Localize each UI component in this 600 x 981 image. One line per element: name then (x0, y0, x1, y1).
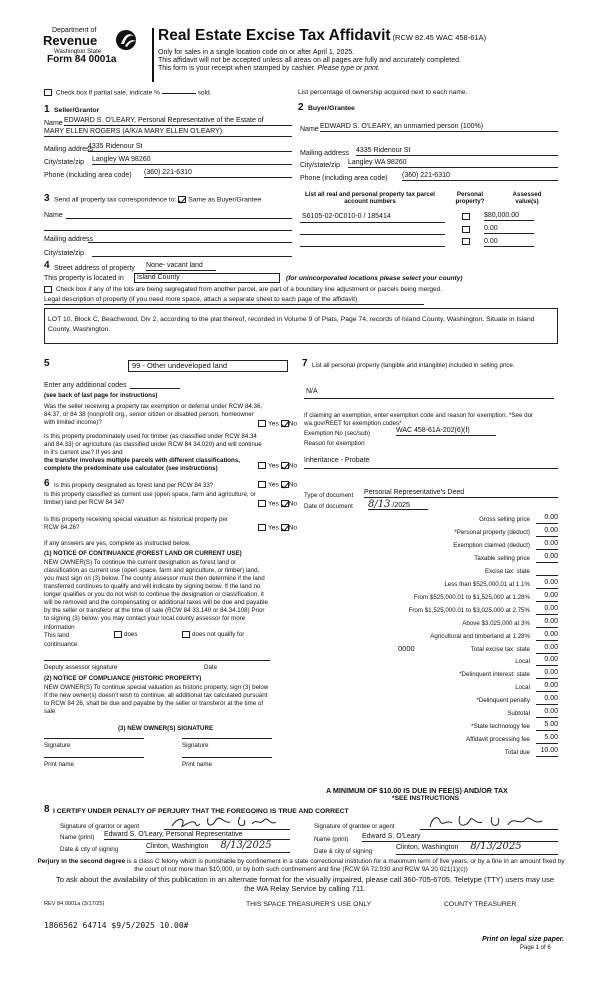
does-not-checkbox[interactable] (182, 631, 190, 638)
new-owner-signature-title: (3) NEW OWNER(S) SIGNATURE (118, 725, 214, 732)
corr-address-label: Mailing address (44, 236, 94, 243)
tax-row-value[interactable]: 0.00 (536, 682, 558, 692)
grantor-print-field[interactable]: Edward S. O'Leary, Personal Representative (104, 831, 290, 840)
exemption-yes-label: Yes (268, 420, 279, 428)
if-yes-note: If any answers are yes, complete as instructed below. (44, 540, 191, 547)
tax-row-value[interactable]: 0.00 (536, 527, 558, 537)
dept-of-text: Department of (52, 27, 97, 34)
additional-codes-field[interactable] (130, 388, 180, 389)
grantee-signature-label: Signature of grantee or agent (314, 823, 395, 830)
tax-row-value[interactable]: 0.00 (536, 592, 558, 602)
current-use-question: Is this property classified as current use (open space, farm and agriculture, or timber) land per RCW 84 34? (44, 491, 256, 506)
perjury-notice (36, 858, 566, 873)
timber-yes-no (258, 462, 297, 470)
owner-print-line-2[interactable] (182, 757, 272, 758)
street-address-label: Street address of property (54, 265, 135, 272)
county-select[interactable]: Island County (134, 273, 280, 283)
county-label: This property is located in (44, 275, 124, 282)
does-label: does (124, 631, 138, 639)
grantee-signature-field[interactable] (420, 813, 558, 830)
does-checkbox[interactable] (114, 631, 122, 638)
historic-question: Is this property receiving special valuation as historical property per RCW 84.26? (44, 516, 228, 531)
buyer-phone-field[interactable]: (360) 221-6310 (402, 172, 558, 181)
owner-signature-label-1: Signature (44, 742, 71, 749)
seller-city-label: City/state/zip (44, 159, 85, 166)
exemption-reason-label: Reason for exemption (304, 440, 365, 447)
grantee-print-field[interactable]: Edward S. O'Leary (362, 833, 558, 842)
certify-statement: I CERTIFY UNDER PENALTY OF PERJURY THAT THE FOREGOING IS TRUE AND CORRECT (53, 808, 349, 815)
local-code: 0000 (398, 644, 415, 653)
document-type-label: Type of document (304, 492, 354, 499)
exemption-instructions: If claiming an exemption, enter exemption code and reason for exemption. *See dor wa.gov/REET for exemption codes* (304, 412, 534, 428)
assessed-value-2[interactable]: 0.00 (484, 225, 534, 234)
grantor-date-hand: 8/13/2025 (220, 840, 272, 851)
section-2-number: 2 (298, 102, 304, 113)
tax-row-label: From $1,525,000.01 to $3,025,000 at 2.75% (408, 607, 530, 614)
street-address-field[interactable]: None- vacant land (146, 262, 216, 271)
tax-row-value[interactable]: 0.00 (536, 644, 558, 654)
document-date-hand: 8/13 (368, 499, 391, 510)
seller-address-field[interactable]: 4335 Ridenour St (88, 143, 292, 152)
ownership-note: List percentage of ownership acquired next to each name. (298, 89, 468, 96)
personal-property-value[interactable]: N/A (306, 388, 318, 395)
tax-row-value[interactable]: 5.00 (536, 721, 558, 731)
deputy-signature-label: Deputy assessor signature (44, 664, 118, 671)
tax-row-value[interactable] (536, 566, 558, 576)
document-type-field[interactable]: Personal Representative's Deed (364, 489, 558, 498)
notice-compliance-title: (2) NOTICE OF COMPLIANCE (HISTORIC PROPERTY) (44, 675, 202, 682)
county-note: (for unincorporated locations please select your county) (286, 275, 463, 282)
section-6-number: 6 (44, 478, 50, 489)
see-back-note: (see back of last page for instructions) (44, 392, 158, 399)
timber-question-bold: the transfer involves multiple parcels with different classifications, complete the predominate use calculator (see instructions) (44, 457, 240, 472)
personal-property-checkbox-2[interactable] (462, 226, 470, 233)
forest-yes-no (258, 481, 297, 489)
tax-row-value[interactable]: 0.00 (536, 695, 558, 705)
page-number: Page 1 of 6 (520, 945, 551, 951)
tax-row-value[interactable]: 0.00 (536, 579, 558, 589)
grantee-signature-image (420, 813, 558, 830)
forest-no-checkbox[interactable] (281, 481, 289, 488)
does-not-option (182, 631, 244, 638)
legal-description-box[interactable]: LOT 10, Block C, Beachwood, Div 2, according to the plat thereof, recorded in Volume 9 of Plats, Page 74, records of Island County, Washington. Situate in Island County, Washington. (44, 308, 558, 344)
tax-row-value[interactable]: 0.00 (536, 669, 558, 679)
partial-sale-sold: sold. (197, 89, 212, 97)
corr-blank-line (44, 230, 292, 231)
current-use-yes-label: Yes (268, 500, 279, 508)
segregated-label: Check box if any of the lots are being segregated from another parcel, are part of a boundary line adjustment or parcels being merged. (55, 286, 443, 294)
grantor-signature-image (164, 814, 290, 830)
historic-no-checkbox[interactable] (281, 524, 289, 531)
perjury-bold: Perjury in the second degree (37, 858, 126, 865)
timber-yes-label: Yes (268, 462, 279, 470)
tax-row-value[interactable]: 0.00 (536, 553, 558, 563)
form-title-rcw: (RCW 82.45 WAC 458-61A) (392, 33, 487, 42)
grantee-print-label: Name (print) (314, 836, 349, 843)
historic-no-label: No (288, 524, 298, 532)
current-use-no-label: No (288, 500, 298, 508)
deputy-signature-line[interactable] (44, 660, 270, 661)
exemption-no-label: No (288, 420, 298, 428)
buyer-city-label: City/state/zip (300, 162, 341, 169)
buyer-name-label: Name (300, 126, 319, 133)
same-as-buyer-label: Same as Buyer/Grantee (188, 196, 262, 204)
notice-continuance-title: (1) NOTICE OF CONTINUANCE (FOREST LAND OR CURRENT USE) (44, 550, 242, 557)
forest-no-label: No (288, 481, 298, 489)
does-not-label: does not qualify for (192, 631, 245, 639)
corr-name-label: Name (44, 212, 63, 219)
parcel-row-1[interactable] (300, 212, 445, 223)
buyer-address-field[interactable]: 4335 Ridenour St (356, 147, 558, 156)
buyer-heading: Buyer/Grantee (308, 105, 355, 112)
segregated-row (44, 286, 442, 294)
seller-name-line1[interactable]: EDWARD S. O'LEARY, Personal Representative of the Estate of (64, 117, 292, 126)
tax-row-label: Subtotal (507, 710, 530, 717)
tax-row-value[interactable]: 0.00 (536, 631, 558, 641)
parcel-number: S6105-02-0C010-0 / 185414 (302, 213, 391, 220)
exemption-yes-no (258, 420, 297, 428)
parcel-row-3[interactable] (300, 236, 445, 247)
personal-col-header: Personal property? (455, 191, 485, 206)
section-5-number: 5 (44, 358, 50, 369)
cashier-stamp: 1866562 64714 $9/5/2025 10.00# (44, 921, 189, 930)
this-land-label: This land (44, 632, 70, 639)
correspondence-label: Send all property tax correspondence to: (54, 196, 177, 204)
grantor-signature-label: Signature of grantor or agent (60, 823, 140, 830)
seller-name-line2[interactable]: MARY ELLEN ROGERS (A/K/A MARY ELLEN O'LEARY) (44, 128, 292, 137)
assessed-value-3[interactable]: 0.00 (484, 238, 534, 247)
tax-row-label: *Delinquent penalty (476, 697, 530, 704)
grantor-date-field[interactable] (146, 840, 290, 853)
form-number: Form 84 0001a (47, 54, 117, 65)
exemption-no-label: Exemption No (sec/sub) (304, 430, 371, 437)
treasurer-space: THIS SPACE TREASURER'S USE ONLY (246, 901, 372, 908)
notice-compliance-body: NEW OWNER(S) To continue special valuation as historic property, sign (3) below If the new owner(s) doesn't wish to continue, all additional tax calculated pursuant to RCW 84 26, shall be due and payable by the seller or transferor at the time of sale (44, 684, 269, 716)
seller-name-label: Name (44, 120, 63, 127)
tax-row-label: From $525,000.01 to $1,525,000 at 1.28% (413, 594, 530, 601)
grantee-date-hand: 8/13/2025 (470, 841, 522, 852)
form-title: Real Estate Excise Tax Affidavit (158, 27, 391, 44)
tax-row-label: Taxable selling price (474, 555, 530, 562)
grantee-city: Clinton, Washington (396, 844, 459, 851)
seller-phone-label: Phone (including area code) (44, 172, 132, 179)
tax-row-value[interactable]: 10.00 (536, 747, 558, 757)
revenue-text: Revenue (43, 33, 98, 48)
tax-row-label: Agricultural and timberland at 1.28% (430, 633, 530, 640)
seller-city-field[interactable]: Langley WA 98260 (92, 156, 292, 165)
section-4-number: 4 (44, 260, 50, 271)
forest-yes-label: Yes (268, 481, 279, 489)
forest-yes-checkbox[interactable] (258, 481, 266, 488)
tax-row-value[interactable]: 5.00 (536, 734, 558, 744)
tax-row-value[interactable]: 0.00 (536, 605, 558, 615)
grantor-signature-field[interactable] (164, 814, 290, 830)
land-use-select[interactable]: 99 - Other undeveloped land (128, 360, 288, 372)
historic-yes-no (258, 524, 297, 532)
deputy-date-label: Date (204, 664, 218, 671)
tax-row-label: Local (515, 658, 530, 665)
tax-row-label: Total due (504, 749, 530, 756)
owner-signature-label-2: Signature (182, 742, 209, 749)
header-note-3-italic: Please type or print. (317, 65, 380, 72)
corr-address-field[interactable] (88, 242, 292, 243)
timber-no-label: No (288, 462, 298, 470)
document-date-label: Date of document (304, 503, 353, 510)
legal-desc-label: Legal description of property (if you need more space, attach a separate sheet to each page of the affidavit) (44, 296, 424, 305)
tax-row-label: Excise tax: state (484, 568, 530, 575)
same-as-buyer-checkbox[interactable] (178, 196, 186, 203)
corr-city-field[interactable] (92, 256, 292, 257)
header-note-2: This affidavit will not be accepted unless all areas on all pages are fully and accurately completed. (158, 57, 461, 64)
personal-property-checkbox-3[interactable] (462, 238, 470, 245)
grantee-date-label: Date & city of signing (314, 848, 373, 855)
document-date-field[interactable] (368, 499, 428, 510)
washington-state-text: Washington State (54, 49, 102, 55)
tax-row-value[interactable]: 0.00 (536, 514, 558, 524)
notice-continuance-body: NEW OWNER(S) To continue the current designation as forest land or classification as current use (open space, farm and agriculture, or timber) land, you must sign on (3) below. The county assessor must then determine if the land transferred continues to qualify and will indicate by signing below. If the land no longer qualifies or you do not wish to continue the designation or classification, it will be removed and the compensating or additional taxes will be due and payable by the seller or transferor at the time of sale (RCW 84 33.140 or 84.34.108) Prior to signing (3) below, you may contact your local county assessor for more information (44, 559, 268, 631)
current-use-yes-no (258, 500, 297, 508)
section-7-number: 7 (302, 358, 308, 369)
header-note-3-text: This form is your receipt when stamped by cashier. (158, 65, 316, 72)
tax-row-value[interactable]: 0.00 (536, 656, 558, 666)
buyer-city-field[interactable]: Langley WA 98260 (348, 159, 558, 168)
partial-sale-checkbox[interactable] (44, 89, 52, 96)
historic-yes-checkbox[interactable] (258, 524, 266, 531)
print-legal-note: Print on legal size paper. (482, 936, 565, 943)
personal-property-checkbox-1[interactable] (462, 213, 470, 220)
header-note-1: Only for sales in a single location code on or after April 1, 2025. (158, 49, 355, 56)
exemption-no-field[interactable]: WAC 458-61A-202(6)(f) (396, 427, 496, 436)
exemption-reason-field[interactable]: Inheritance - Probate (304, 457, 370, 464)
tax-row-label: Less than $525,000.01 at 1.1% (444, 581, 530, 588)
county-treasurer: COUNTY TREASURER (444, 901, 517, 908)
seller-phone-field[interactable]: (360) 221-6310 (144, 169, 292, 178)
forest-question: Is this property designated as forest land per RCW 84 33? (54, 482, 214, 489)
parcel-col-header: List all real and personal property tax parcel account numbers (305, 191, 435, 206)
seller-address-label: Mailing address (44, 146, 94, 153)
correspondence-row (54, 196, 261, 204)
segregated-checkbox[interactable] (44, 286, 52, 293)
see-instructions-note: *SEE INSTRUCTIONS (392, 795, 460, 802)
additional-codes-label: Enter any additional codes (44, 382, 127, 389)
seller-heading: Seller/Grantor (54, 107, 100, 114)
header-divider (152, 28, 154, 82)
revision-number: REV 84 0001a (3/17/25) (44, 901, 105, 907)
buyer-address-label: Mailing address (300, 150, 350, 157)
alt-format-notice: To ask about the availability of this publication in an alternate format for the visually impaired, please call 360-705-6705. Teletype (TTY) users may use the WA Relay Service by calling 711. (55, 875, 555, 893)
assessed-value-1[interactable]: $80,000.00 (484, 212, 534, 221)
assessed-col-header: Assessed value(s) (512, 191, 542, 206)
corr-name-field[interactable] (66, 218, 292, 219)
tax-row-value[interactable]: 0.00 (536, 708, 558, 718)
personal-property-question: List all personal property (tangible and intangible) included in selling price. (312, 362, 515, 369)
grantor-city: Clinton, Washington (146, 843, 209, 850)
tax-row-value[interactable]: 0.00 (536, 618, 558, 628)
grantee-date-field[interactable] (396, 841, 558, 855)
dor-swirl-icon (112, 28, 140, 52)
tax-row-label: *Delinquent interest: state (459, 671, 530, 678)
partial-sale-label: Check box if partial sale, indicate % (55, 89, 160, 97)
section-1-number: 1 (44, 104, 50, 115)
form-title-row (158, 27, 486, 45)
tax-row-label: Exemption claimed (deduct) (453, 542, 530, 549)
document-date-year: /2025 (392, 502, 410, 509)
buyer-phone-label: Phone (including area code) (300, 175, 388, 182)
header-note-3 (158, 65, 380, 73)
owner-signature-line-1[interactable] (44, 738, 144, 739)
does-option (114, 631, 137, 638)
section-8-number: 8 (44, 804, 50, 815)
owner-print-label-1: Print name (44, 761, 74, 768)
timber-question: Is this property predominately used for timber (as classified under RCW 84.34 and 84.33) or agriculture (as classified under RCW 84 34.020) and will continue in it's current use? If yes and (44, 433, 262, 456)
continuance-label: continuance (44, 641, 78, 648)
tax-row-label: Above $3,025,000 at 3% (462, 620, 530, 627)
owner-print-line-1[interactable] (44, 757, 144, 758)
historic-yes-label: Yes (268, 524, 279, 532)
grantor-print-label: Name (print) (60, 834, 95, 841)
section-3-number: 3 (44, 193, 50, 204)
current-use-yes-checkbox[interactable] (258, 500, 266, 507)
perjury-text: is a class C felony which is punishable by confinement in a state correctional institution for a maximum term of five years, or by a fine in an amount fixed by the court of not more than $10,000, or by both such confinement and fine (RCW 9A 72.030 and RCW 9A 20 021(1)(c)) (126, 858, 565, 873)
corr-city-label: City/state/zip (44, 250, 85, 257)
partial-sale-percent-field[interactable] (162, 93, 196, 94)
parcel-row-2[interactable] (300, 224, 445, 235)
timber-no-checkbox[interactable] (281, 462, 289, 469)
owner-signature-line-2[interactable] (182, 738, 272, 739)
tax-row-label: Gross selling price (479, 516, 530, 523)
tax-row-label: Total excise tax: state (470, 646, 530, 653)
tax-row-label: *State technology fee (471, 723, 530, 730)
tax-row-label: Affidavit processing fee (466, 736, 530, 743)
tax-row-label: *Personal property (deduct) (454, 529, 530, 536)
tax-row-label: Local (515, 684, 530, 691)
exemption-yes-checkbox[interactable] (258, 420, 266, 427)
exemption-reason-line (304, 468, 558, 469)
current-use-no-checkbox[interactable] (281, 500, 289, 507)
minimum-due-note: A MINIMUM OF $10.00 IS DUE IN FEE(S) AND/OR TAX (326, 786, 508, 795)
grantor-date-label: Date & city of signing (60, 846, 119, 853)
timber-yes-checkbox[interactable] (258, 462, 266, 469)
partial-sale-row (44, 89, 212, 97)
exemption-no-checkbox[interactable] (281, 420, 289, 427)
exemption-question: Was the seller receiving a property tax exemption or deferral under RCW 84.36, 84.37, or 84 38 (nonprofit org., senior citizen or disabled person, homeowner with limited income)? (44, 403, 263, 426)
buyer-name-field[interactable]: EDWARD S. O'LEARY, an unmarried person (100%) (320, 123, 558, 132)
owner-print-label-2: Print name (182, 761, 212, 768)
personal-property-line (304, 398, 554, 399)
tax-row-value[interactable]: 0.00 (536, 540, 558, 550)
